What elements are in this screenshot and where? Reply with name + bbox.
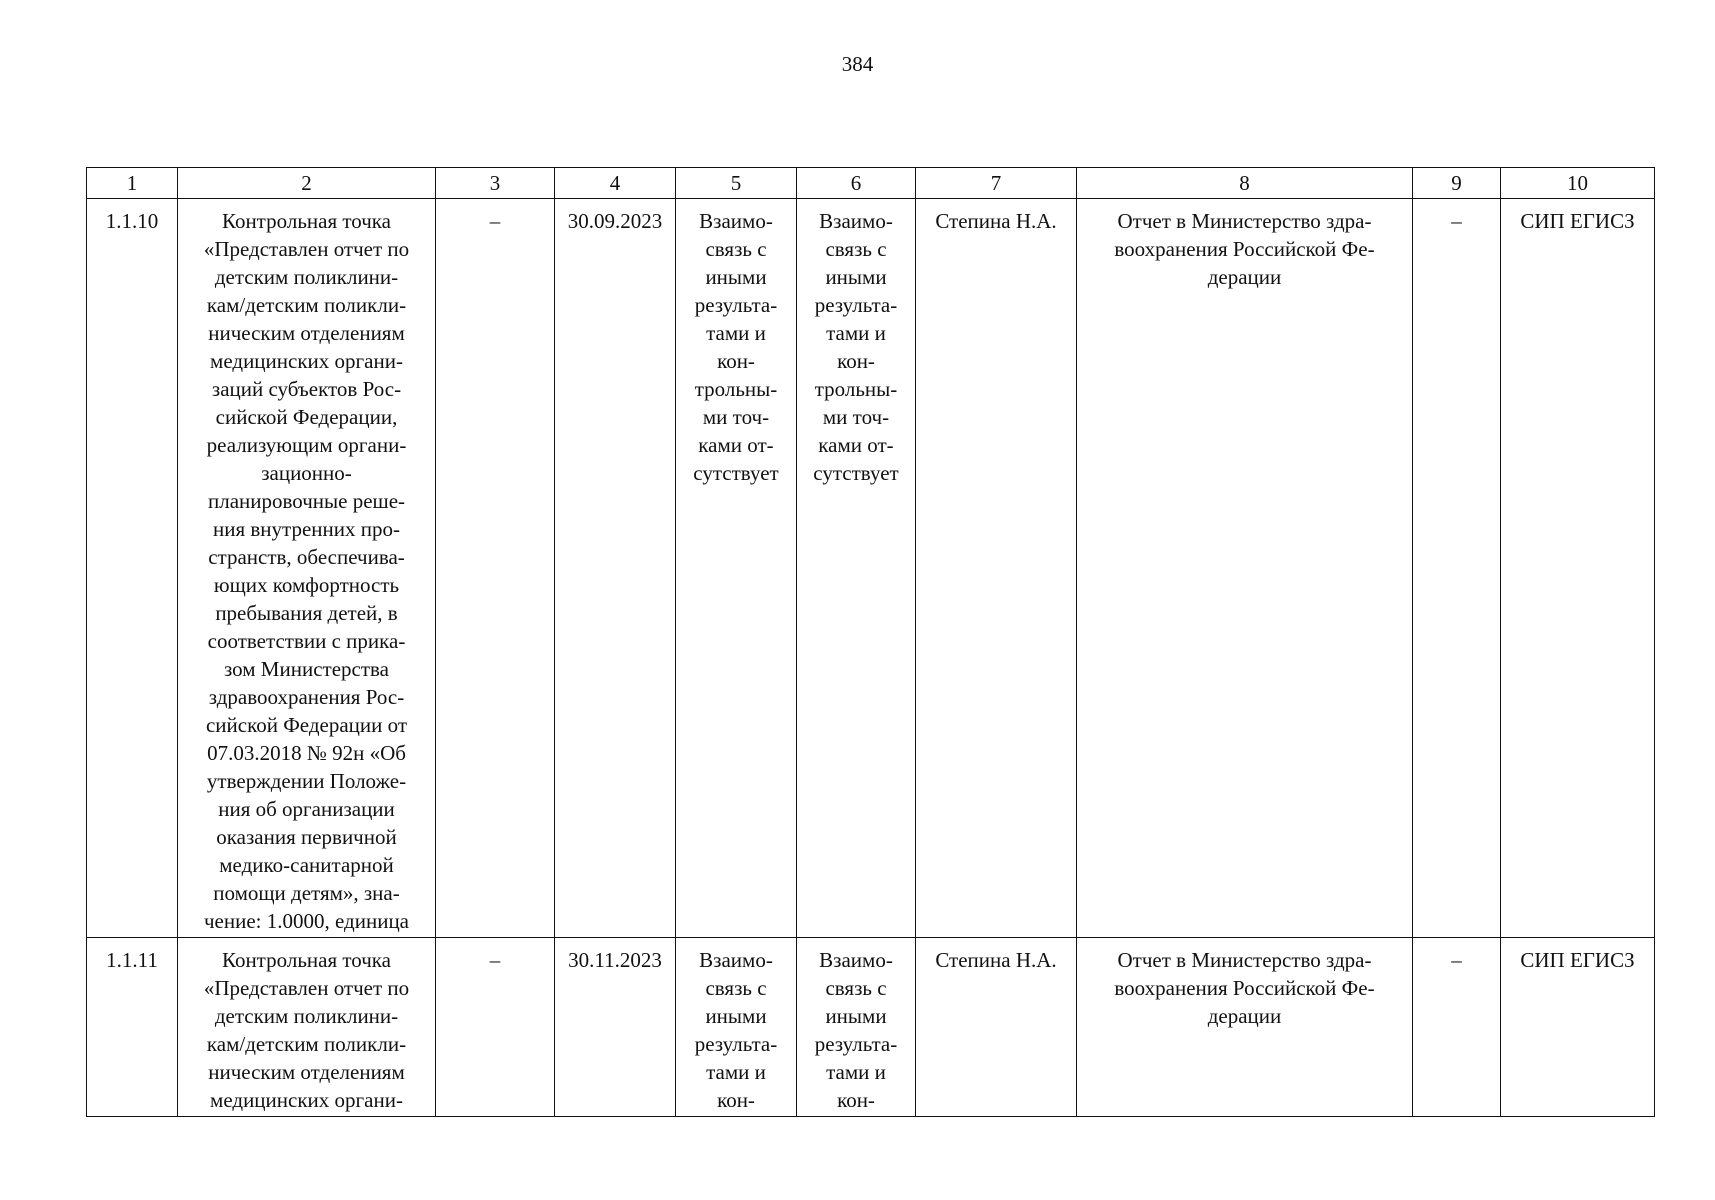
end-date: 30.11.2023 bbox=[568, 948, 662, 972]
result-document-cell bbox=[1077, 199, 1413, 938]
column-header-8: 8 bbox=[1077, 168, 1413, 199]
start-date: – bbox=[489, 209, 501, 233]
responsible-cell bbox=[916, 199, 1077, 938]
column-header-9: 9 bbox=[1413, 168, 1501, 199]
column-header-3: 3 bbox=[436, 168, 555, 199]
level-cell bbox=[1413, 199, 1501, 938]
row-number-cell bbox=[87, 938, 178, 1117]
start-date-cell bbox=[436, 938, 555, 1117]
result-document: Отчет в Министерство здра- воохранения Российской Фе- дерации bbox=[1114, 948, 1375, 1028]
description-cell bbox=[178, 938, 436, 1117]
successor-cell bbox=[797, 938, 916, 1117]
row-number: 1.1.11 bbox=[106, 948, 158, 972]
information-system-cell bbox=[1501, 938, 1655, 1117]
row-number: 1.1.10 bbox=[105, 209, 159, 233]
result-document-cell bbox=[1077, 938, 1413, 1117]
predecessor-relation: Взаимо- связь с иными результа- тами и кон- трольны- ми точ- ками от- сутствует bbox=[693, 209, 779, 485]
column-header-2: 2 bbox=[178, 168, 436, 199]
end-date-cell bbox=[555, 938, 676, 1117]
result-document: Отчет в Министерство здра- воохранения Российской Фе- дерации bbox=[1114, 209, 1375, 289]
column-header-4: 4 bbox=[555, 168, 676, 199]
responsible-person: Степина Н.А. bbox=[935, 209, 1057, 233]
table-row bbox=[87, 199, 1655, 938]
start-date-cell bbox=[436, 199, 555, 938]
end-date: 30.09.2023 bbox=[567, 209, 663, 233]
control-level: – bbox=[1451, 948, 1462, 972]
information-system: СИП ЕГИСЗ bbox=[1520, 209, 1635, 233]
control-point-description: Контрольная точка «Представлен отчет по детским поликлини- кам/детским поликли- ническим отделениям медицинских органи- bbox=[203, 948, 410, 1112]
responsible-cell bbox=[916, 938, 1077, 1117]
information-system: СИП ЕГИСЗ bbox=[1520, 948, 1635, 972]
page-number: 384 bbox=[841, 52, 874, 76]
table-row bbox=[87, 938, 1655, 1117]
table-header-row bbox=[87, 168, 1655, 199]
column-header-7: 7 bbox=[916, 168, 1077, 199]
successor-relation: Взаимо- связь с иными результа- тами и кон- bbox=[814, 948, 898, 1112]
start-date: – bbox=[489, 948, 501, 972]
control-level: – bbox=[1451, 209, 1462, 233]
description-cell bbox=[178, 199, 436, 938]
end-date-cell bbox=[555, 199, 676, 938]
control-point-description: Контрольная точка «Представлен отчет по детским поликлини- кам/детским поликли- ническим отделениям медицинских органи- заций субъектов Рос- сийской Федерации, реализующим органи- зационно- планировочные реше- ния внутренних про- странств, обеспечива- ющих комфортность пребывания детей, в соответствии с прика- зом Министерства здравоохранения Рос- сийской Федерации от 07.03.2018 № 92н «Об утверждении Положе- ния об организации оказания первичной медико-санитарной помощи детям», зна- чение: 1.0000, единица bbox=[203, 209, 410, 933]
predecessor-cell bbox=[676, 938, 797, 1117]
column-header-1: 1 bbox=[87, 168, 178, 199]
document-table bbox=[86, 167, 1655, 1117]
predecessor-relation: Взаимо- связь с иными результа- тами и кон- bbox=[694, 948, 778, 1112]
information-system-cell bbox=[1501, 199, 1655, 938]
predecessor-cell bbox=[676, 199, 797, 938]
column-header-10: 10 bbox=[1501, 168, 1655, 199]
successor-relation: Взаимо- связь с иными результа- тами и кон- трольны- ми точ- ками от- сутствует bbox=[813, 209, 899, 485]
column-header-5: 5 bbox=[676, 168, 797, 199]
responsible-person: Степина Н.А. bbox=[935, 948, 1057, 972]
column-header-6: 6 bbox=[797, 168, 916, 199]
successor-cell bbox=[797, 199, 916, 938]
level-cell bbox=[1413, 938, 1501, 1117]
row-number-cell bbox=[87, 199, 178, 938]
